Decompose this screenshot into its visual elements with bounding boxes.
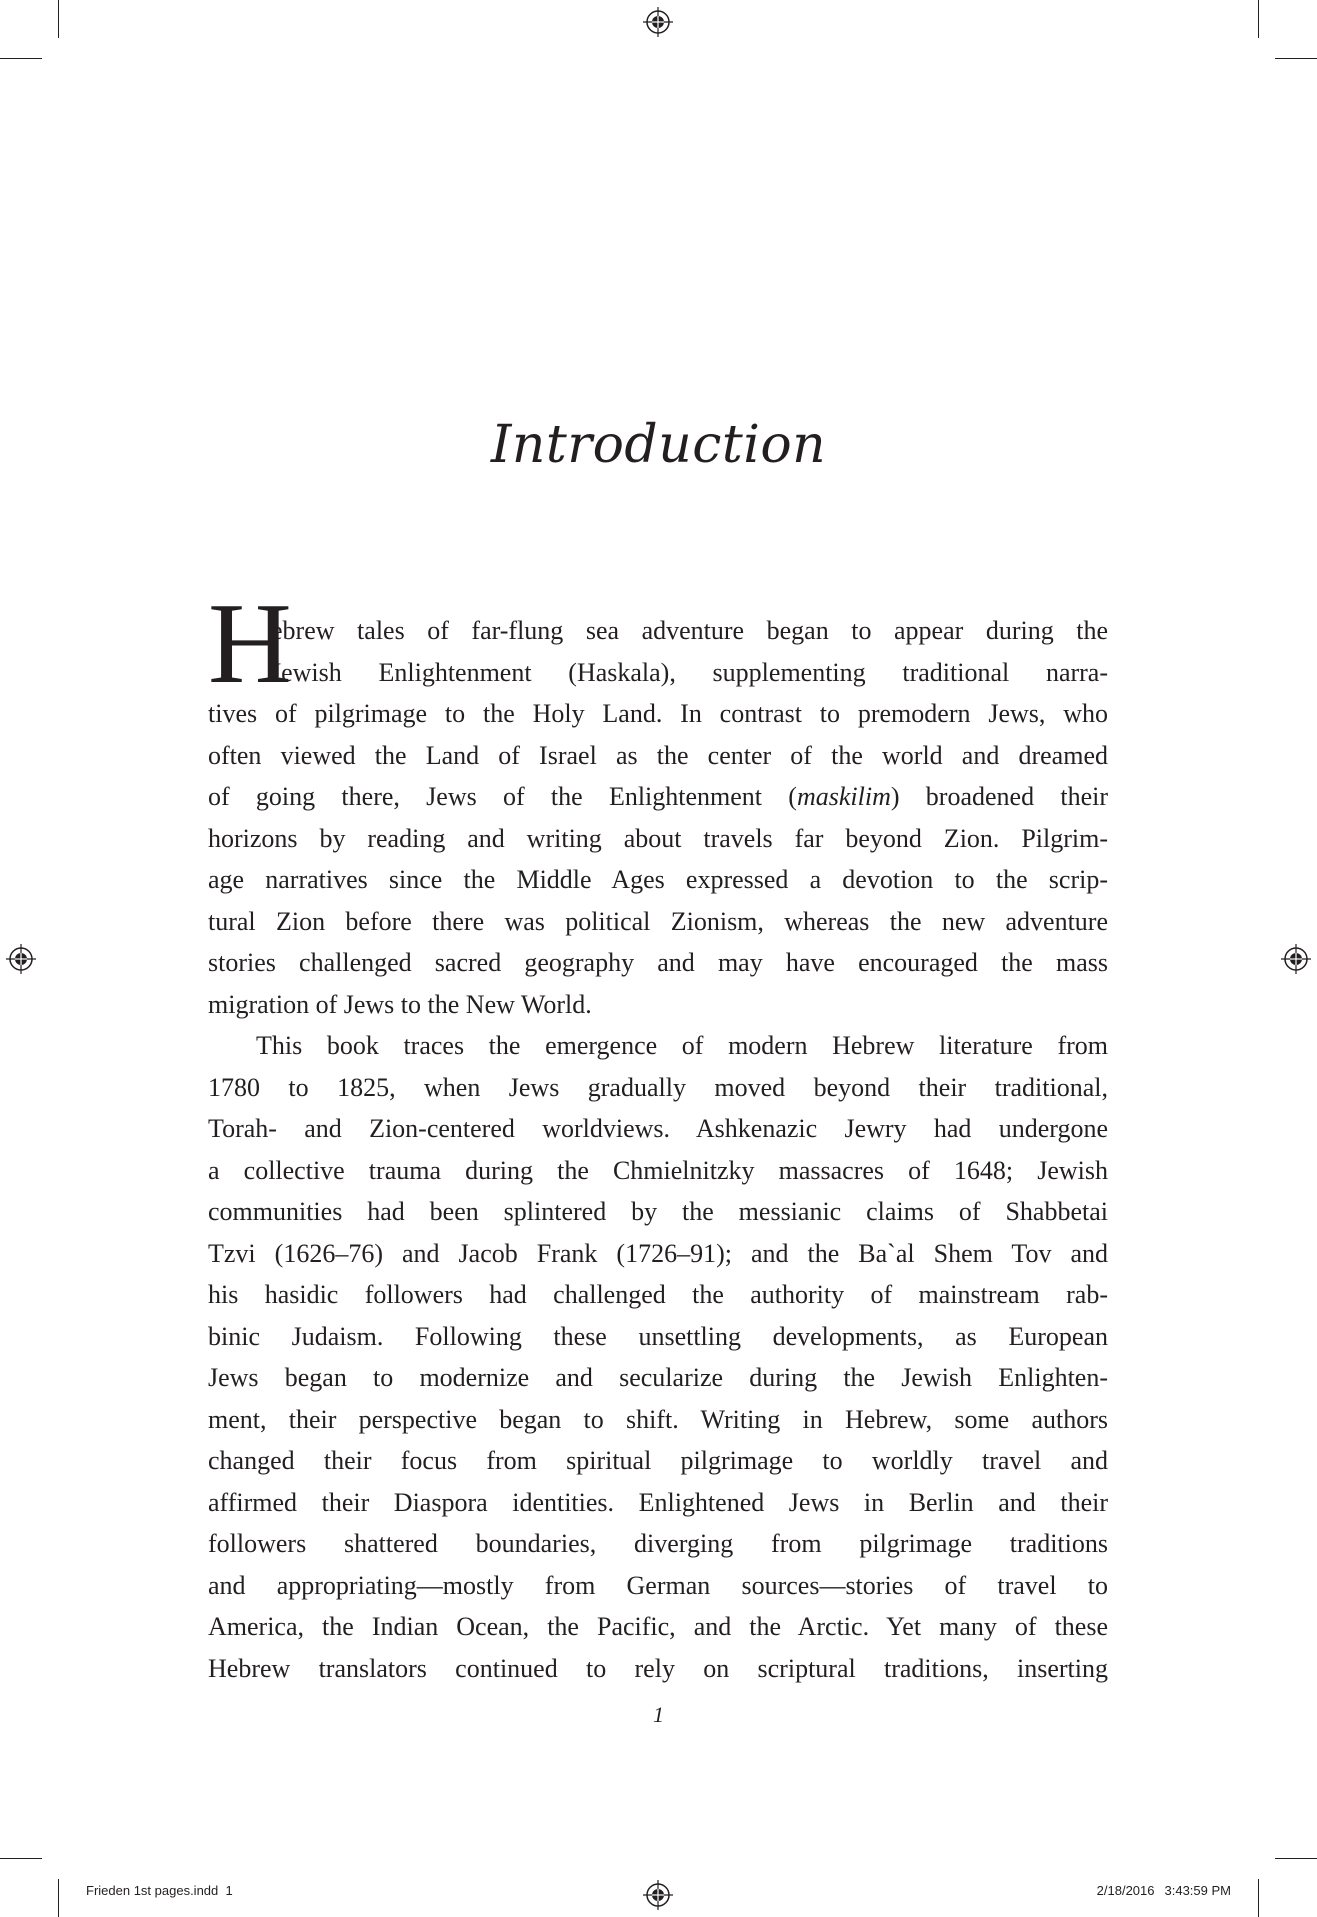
crop-mark-top-right (1258, 0, 1259, 38)
registration-mark-right-icon (1281, 944, 1311, 974)
text-line: binic Judaism. Following these unsettling developments, as European (208, 1321, 1108, 1351)
crop-mark-top-left-h (0, 58, 42, 59)
crop-mark-bottom-right (1258, 1879, 1259, 1917)
body-text (208, 610, 1108, 1689)
text-line: ebrew tales of far-flung sea adventure began to appear during the (271, 616, 1108, 645)
text-line: tives of pilgrimage to the Holy Land. In contrast to premodern Jews, who (208, 699, 1108, 728)
text-line: Tzvi (1626–76) and Jacob Frank (1726–91); and the Ba`al Shem Tov and (208, 1238, 1108, 1268)
text-line: followers shattered boundaries, diverging from pilgrimage traditions (208, 1529, 1108, 1558)
text-line: Torah- and Zion-centered worldviews. Ashkenazic Jewry had undergone (208, 1114, 1108, 1143)
text-line: affirmed their Diaspora identities. Enlightened Jews in Berlin and their (208, 1487, 1108, 1517)
crop-mark-bottom-right-h (1275, 1858, 1317, 1859)
text-line: changed their focus from spiritual pilgrimage to worldly travel and (208, 1446, 1108, 1475)
text-line-with-italic: of going there, Jews of the Enlightenment (maskilim) broadened their (208, 782, 1108, 811)
slug-time: 3:43:59 PM (1164, 1883, 1231, 1898)
crop-mark-bottom-left-h (0, 1858, 42, 1859)
text-line: horizons by reading and writing about travels far beyond Zion. Pilgrim- (208, 823, 1108, 853)
text-line: communities had been splintered by the messianic claims of Shabbetai (208, 1197, 1108, 1226)
page-number: 1 (653, 1702, 664, 1727)
slug-timestamp (1097, 1883, 1231, 1898)
drop-cap: H (208, 580, 292, 708)
text-line: stories challenged sacred geography and may have encouraged the mass (208, 948, 1108, 977)
text-line: tural Zion before there was political Zionism, whereas the new adventure (208, 906, 1108, 936)
registration-mark-bottom-icon (643, 1880, 673, 1910)
slug-filename: Frieden 1st pages.indd (86, 1883, 219, 1898)
text-line: 1780 to 1825, when Jews gradually moved beyond their traditional, (208, 1072, 1108, 1102)
chapter-title: Introduction (490, 415, 827, 475)
slug-page: 1 (225, 1883, 233, 1898)
text-line: Jewish Enlightenment (Haskala), supplementing traditional narra- (271, 657, 1108, 687)
text-line: ment, their perspective began to shift. Writing in Hebrew, some authors (208, 1404, 1108, 1434)
text-line: America, the Indian Ocean, the Pacific, and the Arctic. Yet many of these (208, 1612, 1108, 1641)
text-line: his hasidic followers had challenged the authority of mainstream rab- (208, 1280, 1108, 1309)
crop-mark-top-left (58, 0, 59, 38)
italic-term: maskilim (796, 782, 891, 811)
paragraph-1 (208, 610, 1108, 1025)
registration-mark-top-icon (643, 7, 673, 37)
text-line: a collective trauma during the Chmielnitzky massacres of 1648; Jewish (208, 1155, 1108, 1185)
text-line: often viewed the Land of Israel as the center of the world and dreamed (208, 740, 1108, 770)
text-line: This book traces the emergence of modern Hebrew literature from (256, 1031, 1108, 1060)
text-line: Jews began to modernize and secularize during the Jewish Enlighten- (208, 1363, 1108, 1392)
text-line: migration of Jews to the New World. (208, 989, 592, 1019)
crop-mark-bottom-left (58, 1879, 59, 1917)
text-line: Hebrew translators continued to rely on scriptural traditions, inserting (208, 1653, 1108, 1683)
paragraph-2 (208, 1025, 1108, 1689)
registration-mark-left-icon (6, 944, 36, 974)
crop-mark-top-right-h (1275, 58, 1317, 59)
text-line: and appropriating—mostly from German sources—stories of travel to (208, 1570, 1108, 1600)
slug-file-info (86, 1883, 233, 1898)
text-line: age narratives since the Middle Ages expressed a devotion to the scrip- (208, 865, 1108, 894)
slug-date: 2/18/2016 (1096, 1883, 1155, 1898)
